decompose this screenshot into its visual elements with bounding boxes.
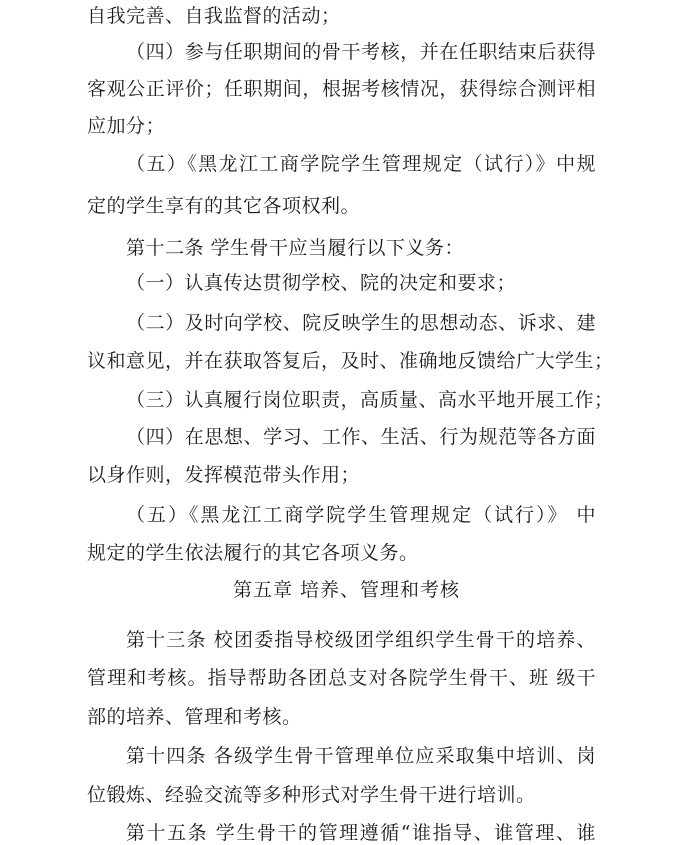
text-line: （五）《黑龙江工商学院学生管理规定（试行）》中规 (126, 153, 596, 175)
text-line: （二）及时向学校、院反映学生的思想动态、诉求、建 (126, 312, 596, 334)
text-line: 应加分； (87, 115, 166, 137)
text-line: （四）参与任职期间的骨干考核，并在任职结束后获得 (126, 41, 596, 63)
text-line: 部的培养、管理和考核。 (87, 706, 302, 728)
article-heading: 第十二条 学生骨干应当履行以下义务： (126, 237, 465, 259)
article-heading: 第十三条 校团委指导校级团学组织学生骨干的培养、 (126, 629, 596, 651)
text-line: （一）认真传达贯彻学校、院的决定和要求； (126, 272, 517, 294)
text-line: 以身作则，发挥模范带头作用； (87, 464, 361, 486)
text-line: 定的学生享有的其它各项权利。 (87, 195, 361, 217)
text-line: 位锻炼、经验交流等多种形式对学生骨干进行培训。 (87, 784, 536, 806)
text-line: 规定的学生依法履行的其它各项义务。 (87, 542, 419, 564)
article-heading: 第十四条 各级学生骨干管理单位应采取集中培训、岗 (126, 745, 596, 767)
text-line: 议和意见，并在获取答复后，及时、准确地反馈给广大学生； (87, 350, 614, 372)
chapter-heading: 第五章 培养、管理和考核 (232, 579, 461, 601)
text-line: （三）认真履行岗位职责，高质量、高水平地开展工作； (126, 389, 614, 411)
article-heading: 第十五条 学生骨干的管理遵循“谁指导、谁管理、谁 (126, 822, 596, 844)
text-line: 自我完善、自我监督的活动； (87, 5, 341, 27)
text-line: 客观公正评价；任职期间，根据考核情况，获得综合测评相 (87, 78, 596, 100)
text-line: （四）在思想、学习、工作、生活、行为规范等各方面 (126, 426, 596, 448)
text-line: 管理和考核。指导帮助各团总支对各院学生骨干、班 级干 (87, 667, 596, 689)
text-line: （五）《黑龙江工商学院学生管理规定（试行）》 中 (126, 504, 596, 526)
